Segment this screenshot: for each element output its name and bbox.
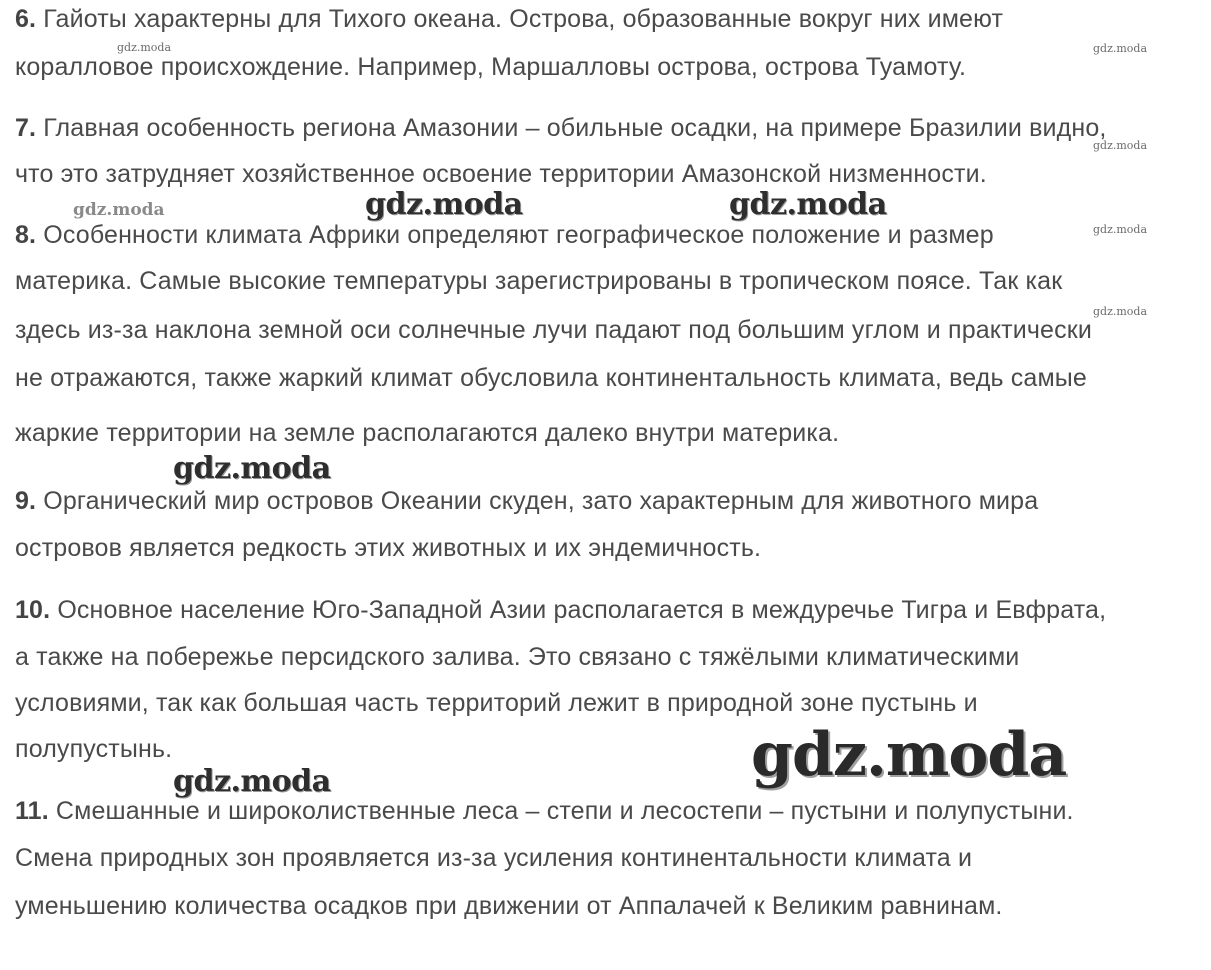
paragraph-text: Особенности климата Африки определяют географическое положение и размер: [36, 221, 994, 249]
paragraph-7-line-1: [15, 113, 1107, 143]
paragraph-text: Основное население Юго-Западной Азии располагается в междуречье Тигра и Евфрата,: [50, 596, 1107, 624]
paragraph-10-line-4: [15, 734, 172, 764]
watermark: gdz.moda: [1093, 223, 1148, 236]
paragraph-10-line-3: [15, 688, 978, 718]
paragraph-text: условиями, так как большая часть территорий лежит в природной зоне пустынь и: [15, 689, 978, 717]
watermark: gdz.moda: [365, 187, 523, 222]
paragraph-number: 11.: [15, 797, 49, 825]
paragraph-8-line-3: [15, 315, 1092, 345]
paragraph-text: Главная особенность региона Амазонии – обильные осадки, на примере Бразилии видно,: [36, 114, 1107, 142]
paragraph-7-line-2: [15, 159, 987, 189]
watermark: gdz.moda: [729, 187, 887, 222]
watermark: gdz.moda: [751, 720, 1067, 790]
watermark: gdz.moda: [117, 41, 172, 54]
paragraph-text: Органический мир островов Океании скуден, зато характерным для животного мира: [36, 487, 1039, 515]
paragraph-text: Гайоты характерны для Тихого океана. Острова, образованные вокруг них имеют: [36, 5, 1004, 33]
paragraph-number: 7.: [15, 114, 37, 142]
paragraph-text: полупустынь.: [15, 735, 173, 763]
paragraph-text: что это затрудняет хозяйственное освоение территории Амазонской низменности.: [15, 160, 987, 188]
paragraph-11-line-1: [15, 796, 1074, 826]
paragraph-10-line-1: [15, 595, 1106, 625]
paragraph-6-line-1: [15, 4, 1003, 34]
paragraph-number: 9.: [15, 487, 37, 515]
paragraph-text: здесь из-за наклона земной оси солнечные лучи падают под большим углом и практически: [15, 316, 1092, 344]
paragraph-9-line-2: [15, 533, 761, 563]
watermark: gdz.moda: [73, 200, 165, 220]
paragraph-text: Смешанные и широколиственные леса – степи и лесостепи – пустыни и полупустыни.: [48, 797, 1074, 825]
paragraph-text: островов является редкость этих животных и их эндемичность.: [15, 534, 762, 562]
paragraph-9-line-1: [15, 486, 1038, 516]
watermark: gdz.moda: [1093, 305, 1148, 318]
paragraph-number: 6.: [15, 5, 37, 33]
paragraph-text: уменьшению количества осадков при движении от Аппалачей к Великим равнинам.: [15, 892, 1003, 920]
paragraph-8-line-4: [15, 363, 1087, 393]
watermark: gdz.moda: [173, 764, 331, 799]
watermark: gdz.moda: [1093, 139, 1148, 152]
paragraph-text: Смена природных зон проявляется из-за усиления континентальности климата и: [15, 844, 973, 872]
paragraph-8-line-1: [15, 220, 994, 250]
paragraph-text: материка. Самые высокие температуры зарегистрированы в тропическом поясе. Так как: [15, 267, 1063, 295]
paragraph-text: коралловое происхождение. Например, Маршалловы острова, острова Туамоту.: [15, 53, 967, 81]
watermark: gdz.moda: [173, 451, 331, 486]
paragraph-number: 8.: [15, 221, 37, 249]
paragraph-text: не отражаются, также жаркий климат обусловила континентальность климата, ведь самые: [15, 364, 1087, 392]
paragraph-6-line-2: [15, 52, 966, 82]
paragraph-11-line-2: [15, 843, 972, 873]
paragraph-number: 10.: [15, 596, 51, 624]
watermark: gdz.moda: [1093, 42, 1148, 55]
paragraph-text: жаркие территории на земле располагаются далеко внутри материка.: [15, 419, 840, 447]
paragraph-10-line-2: [15, 642, 1019, 672]
paragraph-8-line-2: [15, 266, 1062, 296]
paragraph-8-line-5: [15, 418, 839, 448]
paragraph-11-line-3: [15, 891, 1003, 921]
paragraph-text: а также на побережье персидского залива. Это связано с тяжёлыми климатическими: [15, 643, 1020, 671]
